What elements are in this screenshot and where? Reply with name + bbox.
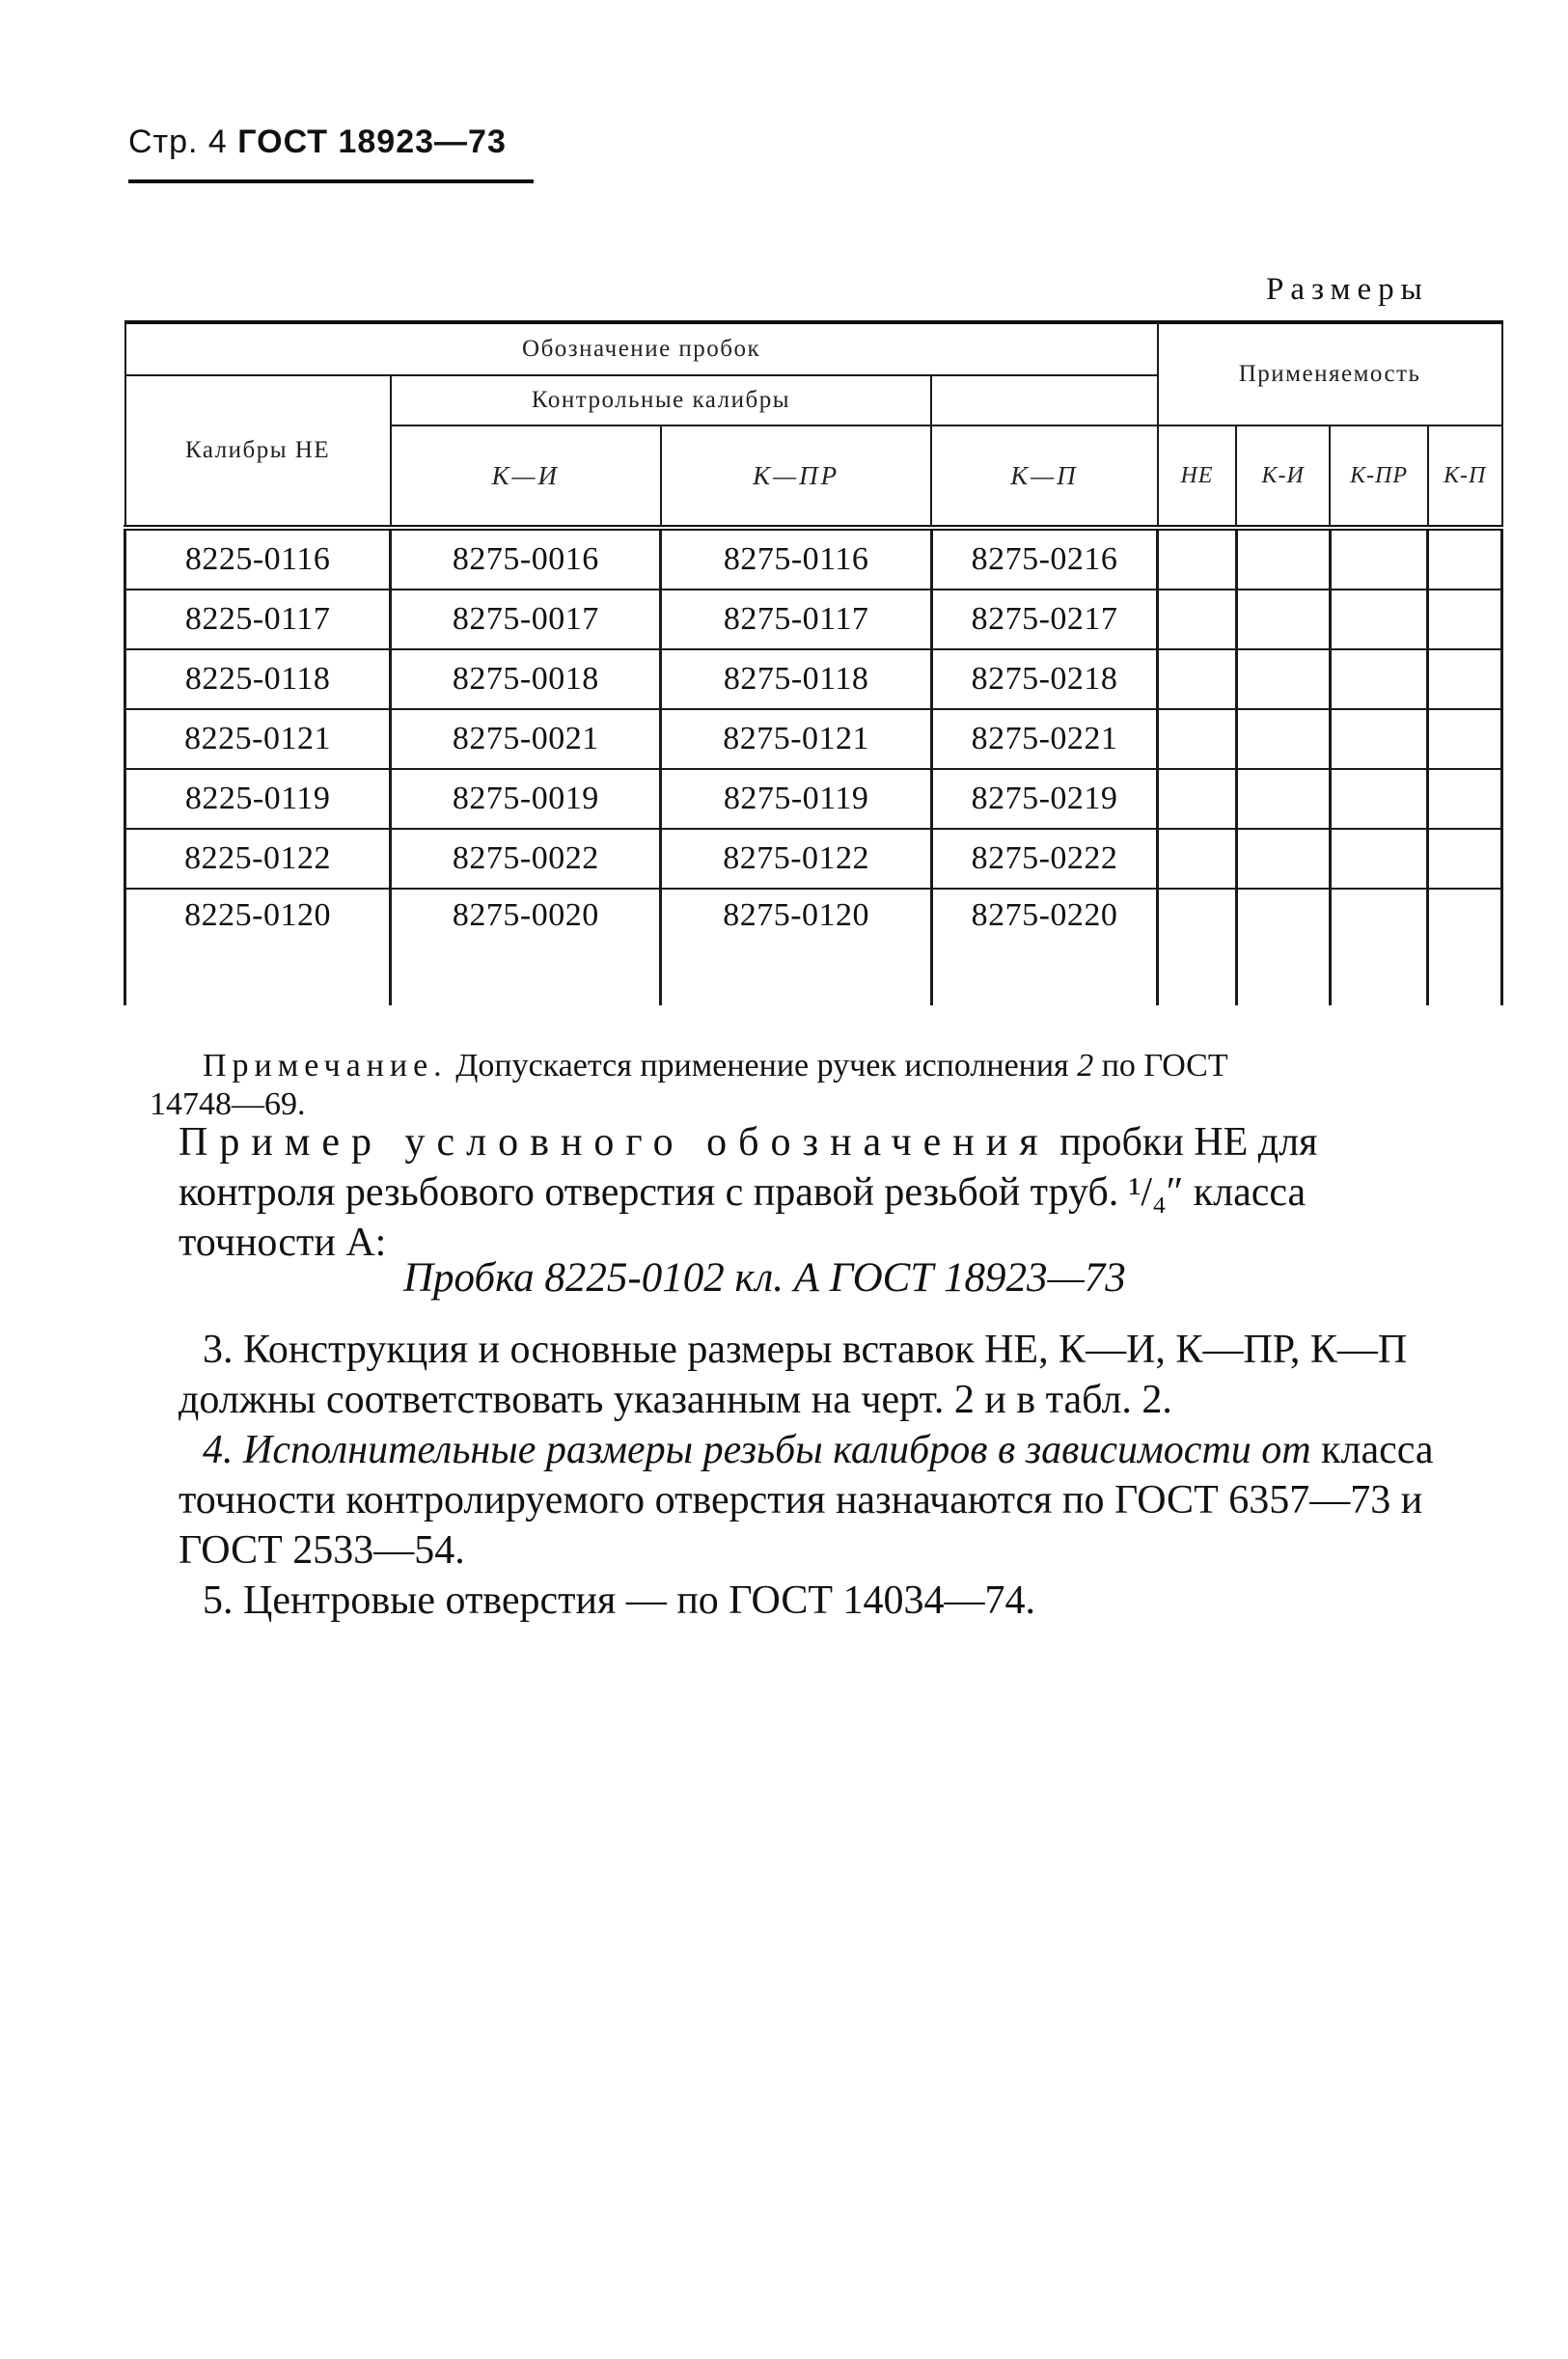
table-row <box>125 889 1502 1005</box>
cell-k-p: 8275-0222 <box>931 829 1157 889</box>
cell-k-i: 8275-0019 <box>391 769 661 829</box>
table-note <box>150 1047 1438 1124</box>
cell-app-k-pr <box>1330 590 1428 649</box>
table-row <box>125 829 1502 889</box>
cell-app-ne <box>1158 889 1237 1005</box>
cell-app-k-i <box>1236 769 1330 829</box>
cell-app-k-pr <box>1330 829 1428 889</box>
header-empty <box>931 375 1157 425</box>
table-row <box>125 769 1502 829</box>
header-k-i: К—И <box>391 425 661 528</box>
cell-app-k-pr <box>1330 769 1428 829</box>
cell-ne: 8225-0118 <box>125 649 391 709</box>
header-control-calibers: Контрольные калибры <box>391 375 932 425</box>
cell-k-pr: 8275-0119 <box>661 769 931 829</box>
example-formula: Пробка 8225-0102 кл. А ГОСТ 18923—73 <box>403 1255 1126 1301</box>
header-app-k-i: К-И <box>1236 425 1330 528</box>
header-applicability: Применяемость <box>1158 322 1502 425</box>
cell-k-pr: 8275-0117 <box>661 590 931 649</box>
cell-ne: 8225-0119 <box>125 769 391 829</box>
cell-app-k-p <box>1428 829 1502 889</box>
header-ne-calibers: Калибры НЕ <box>125 375 391 528</box>
item-5: 5. Центровые отверстия — по ГОСТ 14034—74. <box>203 1578 1036 1623</box>
header-app-k-pr: К-ПР <box>1330 425 1428 528</box>
header-app-k-p: К-П <box>1428 425 1502 528</box>
cell-app-k-i <box>1236 889 1330 1005</box>
cell-app-ne <box>1158 769 1237 829</box>
note-text-part1: Допускается применение ручек исполнения <box>447 1048 1078 1083</box>
note-label: Примечание. <box>203 1048 448 1083</box>
page-header <box>128 123 507 161</box>
cell-ne: 8225-0117 <box>125 590 391 649</box>
note-text-line2: 14748—69. <box>150 1086 306 1122</box>
item-4-italic: 4. Исполнительные размеры резьбы калибров в зависимости от <box>203 1428 1311 1472</box>
table-row <box>125 528 1502 590</box>
cell-k-p: 8275-0221 <box>931 709 1157 769</box>
cell-app-k-pr <box>1330 649 1428 709</box>
table-row <box>125 649 1502 709</box>
cell-k-p: 8275-0216 <box>931 528 1157 590</box>
cell-app-k-pr <box>1330 889 1428 1005</box>
cell-ne: 8225-0121 <box>125 709 391 769</box>
cell-k-pr: 8275-0121 <box>661 709 931 769</box>
sizes-label: Размеры <box>1266 272 1429 307</box>
cell-k-pr: 8275-0120 <box>661 889 931 1005</box>
cell-k-pr: 8275-0118 <box>661 649 931 709</box>
calibers-table <box>124 320 1503 1005</box>
header-plug-designation: Обозначение пробок <box>125 322 1158 375</box>
header-rule <box>128 179 534 183</box>
page-prefix: Стр. 4 <box>128 123 228 160</box>
cell-app-ne <box>1158 590 1237 649</box>
cell-app-k-pr <box>1330 528 1428 590</box>
cell-k-pr: 8275-0122 <box>661 829 931 889</box>
cell-k-p: 8275-0217 <box>931 590 1157 649</box>
cell-k-i: 8275-0018 <box>391 649 661 709</box>
table-row <box>125 590 1502 649</box>
item-4 <box>179 1425 1462 1576</box>
item-3: 3. Конструкция и основные размеры вставок НЕ, К—И, К—ПР, К—П должны соответствовать указанным на черт. 2 и в табл. 2. <box>179 1328 1408 1422</box>
numbered-items <box>179 1325 1462 1626</box>
cell-k-i: 8275-0021 <box>391 709 661 769</box>
cell-app-ne <box>1158 829 1237 889</box>
header-k-pr: К—ПР <box>661 425 931 528</box>
cell-app-ne <box>1158 649 1237 709</box>
cell-k-p: 8275-0219 <box>931 769 1157 829</box>
note-number: 2 <box>1077 1048 1094 1083</box>
note-text-part2: по ГОСТ <box>1093 1048 1228 1083</box>
cell-app-k-pr <box>1330 709 1428 769</box>
cell-k-i: 8275-0020 <box>391 889 661 1005</box>
example-text: пробки НЕ для контроля резьбового отверстия с правой резьбой труб. ¹/₄″ класса точности А: <box>179 1120 1318 1265</box>
cell-app-k-p <box>1428 889 1502 1005</box>
cell-k-i: 8275-0022 <box>391 829 661 889</box>
cell-app-k-p <box>1428 590 1502 649</box>
cell-app-ne <box>1158 528 1237 590</box>
designation-example <box>179 1117 1462 1268</box>
standard-number: ГОСТ 18923—73 <box>237 123 507 160</box>
table-row <box>125 709 1502 769</box>
cell-ne: 8225-0122 <box>125 829 391 889</box>
header-app-ne: НЕ <box>1158 425 1237 528</box>
item-4-text: класса точности контролируемого отверстия назначаются по ГОСТ 6357—73 и ГОСТ 2533—54. <box>179 1428 1434 1573</box>
cell-ne: 8225-0120 <box>125 889 391 1005</box>
header-k-p: К—П <box>931 425 1157 528</box>
cell-app-k-p <box>1428 769 1502 829</box>
cell-app-k-i <box>1236 590 1330 649</box>
cell-app-k-i <box>1236 528 1330 590</box>
cell-k-i: 8275-0016 <box>391 528 661 590</box>
cell-k-p: 8275-0218 <box>931 649 1157 709</box>
cell-app-k-p <box>1428 709 1502 769</box>
cell-ne: 8225-0116 <box>125 528 391 590</box>
cell-k-pr: 8275-0116 <box>661 528 931 590</box>
cell-app-k-p <box>1428 649 1502 709</box>
example-heading: Пример условного обозначения <box>179 1120 1050 1165</box>
cell-app-k-p <box>1428 528 1502 590</box>
cell-app-k-i <box>1236 709 1330 769</box>
cell-k-i: 8275-0017 <box>391 590 661 649</box>
cell-app-k-i <box>1236 649 1330 709</box>
cell-app-ne <box>1158 709 1237 769</box>
cell-app-k-i <box>1236 829 1330 889</box>
cell-k-p: 8275-0220 <box>931 889 1157 1005</box>
